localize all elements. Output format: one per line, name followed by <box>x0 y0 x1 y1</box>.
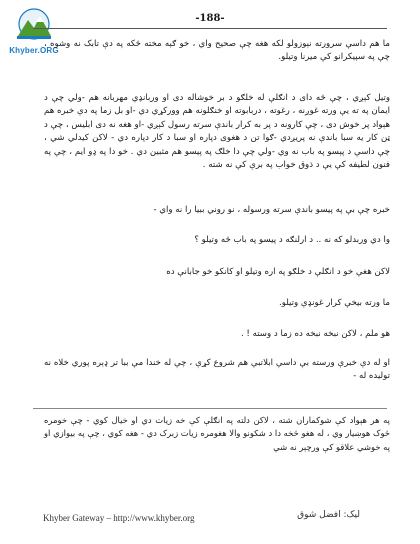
paragraph-1: ما هم داسې سرورته نېوزولو لکه هغه چې صحیح واي ، خو ګېه مخته څکه په دې تابک نه وشوه ، چې په سپیکرانو کې میرنا وتیلو. <box>44 39 390 63</box>
paragraph-3: خبره چې بې په پیسو باندې سرته ورسوله ، نو روني ببیا را نه واي - <box>153 205 390 215</box>
header-divider <box>33 28 387 29</box>
footer-author: لیک: افضل شوق <box>297 510 360 520</box>
paragraph-2: وتیل کېږي ، چې څه دای د انګلې له خلګو د بر خوشاله دی او وربانډي مهربانه هم -ولي چې د ایمان په ته یې ورته غوږنه ، رغوته ، دربابوته او خنګلونه هم وورکړي دي -او بل زما په دې خبره هم هېواد پر خوش دی ، چې کارونه د پر به کرار باندې سرته رسول کېږي -او هغه نه دی ابلیس ، چې د ټن کار یه سبا باندې نه پریږدي -ګوا تن د هغوی دپاره او سبا د کار دپاره دي - لاکن کیدلي شي ، چې داسې د پېسو په باب نه وي -ولي چې دا خلګ په پیسو هم مثبین دي . خو دا په ډو ایم ، چې په فنون لطیفه کې یې د ذوق خواب په برې کې نه شته . <box>44 93 390 171</box>
footer-site: Khyber Gateway – http://www.khyber.org <box>43 513 195 523</box>
paragraph-6: ما ورته بیخې کرار غونډې وتیلو. <box>279 298 390 308</box>
logo-text: Khyber.ORG <box>9 46 59 55</box>
paragraph-8: او له دې خبرې ورسته بې داسې ابلاتبې هم شروع کړې ، چې له خندا مې ببا تر ډېره پوري خلاه نه تولیده له - <box>44 358 390 382</box>
page-number: -188- <box>195 13 225 24</box>
footnote: په هر هېواد کې شوکماران شته ، لاکن دلته په انګلې کې خه زیات دي او خیال کوي - چې خومره څوک هوښیار وي ، له هغو څخه دا د شکونو والا هغومره زیات زبرک دي - هغه کوي ، چې په بیوازي او په خوشي علاقو کې ورچېر نه شي <box>44 415 390 452</box>
paragraph-7: هو ملم ، لاکن نبخه نبخه ده زما د وسته ! . <box>240 329 390 339</box>
footnote-divider <box>33 408 387 409</box>
paragraph-5: لاکن هغې خو د انګلې د خلګو په اره وتیلو او کانکو خو جابانې ده <box>166 267 390 277</box>
paragraph-4: وا دي وربدلو که نه .. د ارلنګه د پیسو په باب څه وتیلو ؟ <box>194 235 390 245</box>
